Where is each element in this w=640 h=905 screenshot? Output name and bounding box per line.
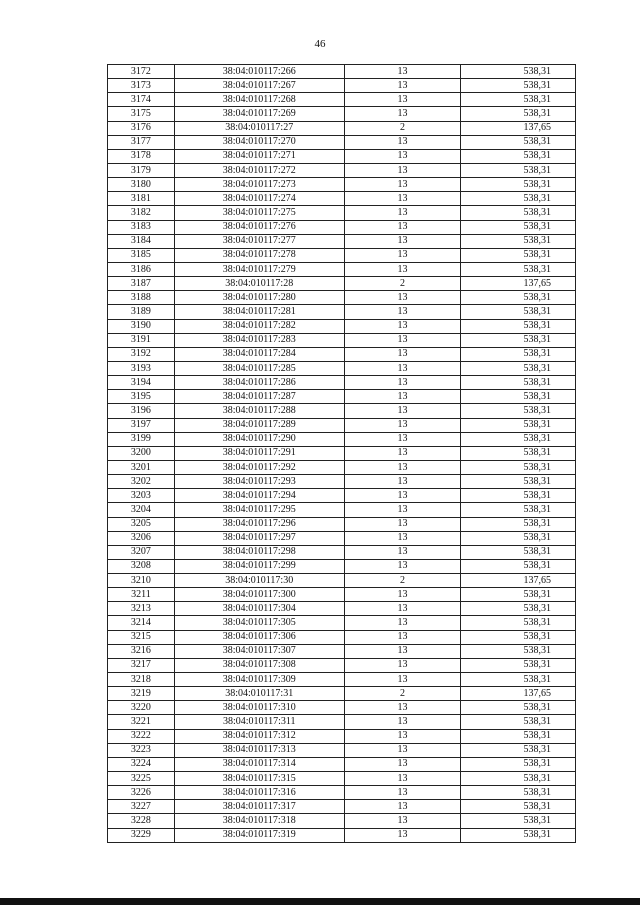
- cadastral-table: [107, 64, 576, 843]
- count-cell: 13: [344, 390, 461, 404]
- table-row: [108, 630, 576, 644]
- count-cell: 13: [344, 772, 461, 786]
- value-cell: 137,65: [461, 277, 576, 291]
- value-cell: 538,31: [461, 262, 576, 276]
- table-row: [108, 559, 576, 573]
- count-cell: 13: [344, 828, 461, 842]
- value-cell: 538,31: [461, 559, 576, 573]
- table-row: [108, 149, 576, 163]
- row-number-cell: 3173: [108, 79, 175, 93]
- row-number-cell: 3207: [108, 545, 175, 559]
- table-row: [108, 262, 576, 276]
- row-number-cell: 3172: [108, 65, 175, 79]
- value-cell: 538,31: [461, 178, 576, 192]
- cadastral-number-cell: 38:04:010117:28: [174, 277, 344, 291]
- row-number-cell: 3186: [108, 262, 175, 276]
- cadastral-number-cell: 38:04:010117:294: [174, 489, 344, 503]
- table-row: [108, 460, 576, 474]
- value-cell: 538,31: [461, 644, 576, 658]
- count-cell: 13: [344, 135, 461, 149]
- row-number-cell: 3196: [108, 404, 175, 418]
- count-cell: 13: [344, 79, 461, 93]
- row-number-cell: 3174: [108, 93, 175, 107]
- value-cell: 538,31: [461, 828, 576, 842]
- value-cell: 538,31: [461, 814, 576, 828]
- page-bottom-edge: [0, 898, 640, 905]
- table-row: [108, 729, 576, 743]
- table-row: [108, 277, 576, 291]
- table-row: [108, 701, 576, 715]
- cadastral-number-cell: 38:04:010117:283: [174, 333, 344, 347]
- row-number-cell: 3202: [108, 475, 175, 489]
- cadastral-number-cell: 38:04:010117:277: [174, 234, 344, 248]
- count-cell: 13: [344, 503, 461, 517]
- count-cell: 13: [344, 489, 461, 503]
- count-cell: 13: [344, 432, 461, 446]
- table-row: [108, 107, 576, 121]
- count-cell: 13: [344, 630, 461, 644]
- value-cell: 538,31: [461, 475, 576, 489]
- table-row: [108, 828, 576, 842]
- cadastral-number-cell: 38:04:010117:313: [174, 743, 344, 757]
- count-cell: 13: [344, 559, 461, 573]
- count-cell: 13: [344, 800, 461, 814]
- value-cell: 538,31: [461, 291, 576, 305]
- cadastral-number-cell: 38:04:010117:312: [174, 729, 344, 743]
- value-cell: 538,31: [461, 376, 576, 390]
- count-cell: 13: [344, 602, 461, 616]
- cadastral-number-cell: 38:04:010117:319: [174, 828, 344, 842]
- cadastral-number-cell: 38:04:010117:282: [174, 319, 344, 333]
- cadastral-number-cell: 38:04:010117:305: [174, 616, 344, 630]
- cadastral-number-cell: 38:04:010117:30: [174, 574, 344, 588]
- value-cell: 538,31: [461, 305, 576, 319]
- row-number-cell: 3224: [108, 757, 175, 771]
- count-cell: 13: [344, 178, 461, 192]
- row-number-cell: 3203: [108, 489, 175, 503]
- count-cell: 13: [344, 517, 461, 531]
- value-cell: 538,31: [461, 93, 576, 107]
- cadastral-number-cell: 38:04:010117:318: [174, 814, 344, 828]
- value-cell: 538,31: [461, 248, 576, 262]
- row-number-cell: 3219: [108, 687, 175, 701]
- value-cell: 538,31: [461, 319, 576, 333]
- count-cell: 13: [344, 658, 461, 672]
- cadastral-number-cell: 38:04:010117:307: [174, 644, 344, 658]
- value-cell: 538,31: [461, 786, 576, 800]
- row-number-cell: 3215: [108, 630, 175, 644]
- row-number-cell: 3220: [108, 701, 175, 715]
- row-number-cell: 3190: [108, 319, 175, 333]
- row-number-cell: 3191: [108, 333, 175, 347]
- value-cell: 538,31: [461, 79, 576, 93]
- count-cell: 13: [344, 743, 461, 757]
- value-cell: 137,65: [461, 687, 576, 701]
- value-cell: 538,31: [461, 220, 576, 234]
- row-number-cell: 3195: [108, 390, 175, 404]
- value-cell: 137,65: [461, 574, 576, 588]
- count-cell: 2: [344, 277, 461, 291]
- cadastral-number-cell: 38:04:010117:298: [174, 545, 344, 559]
- value-cell: 538,31: [461, 65, 576, 79]
- count-cell: 13: [344, 234, 461, 248]
- count-cell: 13: [344, 404, 461, 418]
- table-row: [108, 658, 576, 672]
- cadastral-number-cell: 38:04:010117:270: [174, 135, 344, 149]
- table-row: [108, 347, 576, 361]
- cadastral-number-cell: 38:04:010117:290: [174, 432, 344, 446]
- table-row: [108, 616, 576, 630]
- cadastral-number-cell: 38:04:010117:266: [174, 65, 344, 79]
- table-row: [108, 390, 576, 404]
- cadastral-number-cell: 38:04:010117:315: [174, 772, 344, 786]
- count-cell: 13: [344, 786, 461, 800]
- table-row: [108, 305, 576, 319]
- cadastral-number-cell: 38:04:010117:310: [174, 701, 344, 715]
- count-cell: 2: [344, 687, 461, 701]
- count-cell: 2: [344, 121, 461, 135]
- table-row: [108, 432, 576, 446]
- value-cell: 538,31: [461, 333, 576, 347]
- table-row: [108, 446, 576, 460]
- table-row: [108, 687, 576, 701]
- value-cell: 538,31: [461, 404, 576, 418]
- cadastral-number-cell: 38:04:010117:271: [174, 149, 344, 163]
- row-number-cell: 3201: [108, 460, 175, 474]
- table-row: [108, 93, 576, 107]
- row-number-cell: 3225: [108, 772, 175, 786]
- cadastral-number-cell: 38:04:010117:272: [174, 163, 344, 177]
- table-row: [108, 800, 576, 814]
- row-number-cell: 3208: [108, 559, 175, 573]
- cadastral-number-cell: 38:04:010117:296: [174, 517, 344, 531]
- value-cell: 538,31: [461, 206, 576, 220]
- cadastral-number-cell: 38:04:010117:278: [174, 248, 344, 262]
- count-cell: 13: [344, 65, 461, 79]
- cadastral-number-cell: 38:04:010117:276: [174, 220, 344, 234]
- row-number-cell: 3180: [108, 178, 175, 192]
- count-cell: 13: [344, 163, 461, 177]
- cadastral-number-cell: 38:04:010117:281: [174, 305, 344, 319]
- value-cell: 538,31: [461, 588, 576, 602]
- value-cell: 538,31: [461, 531, 576, 545]
- value-cell: 538,31: [461, 418, 576, 432]
- cadastral-number-cell: 38:04:010117:284: [174, 347, 344, 361]
- row-number-cell: 3205: [108, 517, 175, 531]
- row-number-cell: 3175: [108, 107, 175, 121]
- count-cell: 13: [344, 248, 461, 262]
- row-number-cell: 3197: [108, 418, 175, 432]
- row-number-cell: 3211: [108, 588, 175, 602]
- cadastral-number-cell: 38:04:010117:316: [174, 786, 344, 800]
- cadastral-number-cell: 38:04:010117:288: [174, 404, 344, 418]
- count-cell: 13: [344, 814, 461, 828]
- count-cell: 13: [344, 361, 461, 375]
- count-cell: 13: [344, 149, 461, 163]
- cadastral-number-cell: 38:04:010117:289: [174, 418, 344, 432]
- cadastral-number-cell: 38:04:010117:304: [174, 602, 344, 616]
- table-row: [108, 475, 576, 489]
- table-row: [108, 489, 576, 503]
- cadastral-number-cell: 38:04:010117:300: [174, 588, 344, 602]
- cadastral-number-cell: 38:04:010117:31: [174, 687, 344, 701]
- value-cell: 538,31: [461, 715, 576, 729]
- cadastral-number-cell: 38:04:010117:267: [174, 79, 344, 93]
- value-cell: 538,31: [461, 658, 576, 672]
- value-cell: 538,31: [461, 390, 576, 404]
- row-number-cell: 3178: [108, 149, 175, 163]
- cadastral-number-cell: 38:04:010117:286: [174, 376, 344, 390]
- table-row: [108, 192, 576, 206]
- row-number-cell: 3200: [108, 446, 175, 460]
- table-row: [108, 545, 576, 559]
- page-number: 46: [314, 38, 326, 50]
- cadastral-number-cell: 38:04:010117:287: [174, 390, 344, 404]
- cadastral-number-cell: 38:04:010117:309: [174, 673, 344, 687]
- value-cell: 137,65: [461, 121, 576, 135]
- cadastral-number-cell: 38:04:010117:269: [174, 107, 344, 121]
- table-row: [108, 79, 576, 93]
- count-cell: 13: [344, 701, 461, 715]
- table-row: [108, 404, 576, 418]
- table-row: [108, 234, 576, 248]
- value-cell: 538,31: [461, 192, 576, 206]
- count-cell: 13: [344, 673, 461, 687]
- value-cell: 538,31: [461, 517, 576, 531]
- count-cell: 13: [344, 220, 461, 234]
- count-cell: 13: [344, 333, 461, 347]
- count-cell: 13: [344, 729, 461, 743]
- table-row: [108, 135, 576, 149]
- table-row: [108, 743, 576, 757]
- row-number-cell: 3206: [108, 531, 175, 545]
- count-cell: 13: [344, 305, 461, 319]
- cadastral-number-cell: 38:04:010117:314: [174, 757, 344, 771]
- cadastral-number-cell: 38:04:010117:292: [174, 460, 344, 474]
- count-cell: 13: [344, 319, 461, 333]
- value-cell: 538,31: [461, 361, 576, 375]
- table-row: [108, 178, 576, 192]
- count-cell: 2: [344, 574, 461, 588]
- row-number-cell: 3217: [108, 658, 175, 672]
- cadastral-number-cell: 38:04:010117:317: [174, 800, 344, 814]
- count-cell: 13: [344, 475, 461, 489]
- cadastral-number-cell: 38:04:010117:273: [174, 178, 344, 192]
- row-number-cell: 3210: [108, 574, 175, 588]
- count-cell: 13: [344, 616, 461, 630]
- table-row: [108, 319, 576, 333]
- value-cell: 538,31: [461, 107, 576, 121]
- value-cell: 538,31: [461, 701, 576, 715]
- cadastral-number-cell: 38:04:010117:306: [174, 630, 344, 644]
- count-cell: 13: [344, 545, 461, 559]
- table-row: [108, 418, 576, 432]
- cadastral-number-cell: 38:04:010117:268: [174, 93, 344, 107]
- table-row: [108, 786, 576, 800]
- count-cell: 13: [344, 531, 461, 545]
- row-number-cell: 3222: [108, 729, 175, 743]
- table-row: [108, 65, 576, 79]
- count-cell: 13: [344, 206, 461, 220]
- value-cell: 538,31: [461, 757, 576, 771]
- row-number-cell: 3204: [108, 503, 175, 517]
- count-cell: 13: [344, 715, 461, 729]
- table-row: [108, 206, 576, 220]
- cadastral-number-cell: 38:04:010117:274: [174, 192, 344, 206]
- value-cell: 538,31: [461, 616, 576, 630]
- row-number-cell: 3183: [108, 220, 175, 234]
- count-cell: 13: [344, 418, 461, 432]
- table-row: [108, 531, 576, 545]
- row-number-cell: 3188: [108, 291, 175, 305]
- row-number-cell: 3227: [108, 800, 175, 814]
- cadastral-number-cell: 38:04:010117:280: [174, 291, 344, 305]
- row-number-cell: 3221: [108, 715, 175, 729]
- count-cell: 13: [344, 347, 461, 361]
- row-number-cell: 3187: [108, 277, 175, 291]
- count-cell: 13: [344, 93, 461, 107]
- row-number-cell: 3216: [108, 644, 175, 658]
- table-row: [108, 163, 576, 177]
- cadastral-number-cell: 38:04:010117:291: [174, 446, 344, 460]
- row-number-cell: 3218: [108, 673, 175, 687]
- table-row: [108, 333, 576, 347]
- cadastral-number-cell: 38:04:010117:299: [174, 559, 344, 573]
- cadastral-number-cell: 38:04:010117:285: [174, 361, 344, 375]
- row-number-cell: 3176: [108, 121, 175, 135]
- value-cell: 538,31: [461, 729, 576, 743]
- table-row: [108, 361, 576, 375]
- count-cell: 13: [344, 460, 461, 474]
- value-cell: 538,31: [461, 630, 576, 644]
- table-row: [108, 121, 576, 135]
- row-number-cell: 3192: [108, 347, 175, 361]
- cadastral-number-cell: 38:04:010117:27: [174, 121, 344, 135]
- value-cell: 538,31: [461, 503, 576, 517]
- table-row: [108, 644, 576, 658]
- table-row: [108, 291, 576, 305]
- table-row: [108, 757, 576, 771]
- count-cell: 13: [344, 588, 461, 602]
- row-number-cell: 3223: [108, 743, 175, 757]
- table-row: [108, 814, 576, 828]
- value-cell: 538,31: [461, 602, 576, 616]
- row-number-cell: 3226: [108, 786, 175, 800]
- row-number-cell: 3182: [108, 206, 175, 220]
- value-cell: 538,31: [461, 772, 576, 786]
- count-cell: 13: [344, 291, 461, 305]
- count-cell: 13: [344, 376, 461, 390]
- value-cell: 538,31: [461, 446, 576, 460]
- table-row: [108, 503, 576, 517]
- count-cell: 13: [344, 107, 461, 121]
- count-cell: 13: [344, 192, 461, 206]
- value-cell: 538,31: [461, 545, 576, 559]
- table-body: [108, 65, 576, 843]
- row-number-cell: 3214: [108, 616, 175, 630]
- cadastral-number-cell: 38:04:010117:293: [174, 475, 344, 489]
- count-cell: 13: [344, 757, 461, 771]
- row-number-cell: 3184: [108, 234, 175, 248]
- cadastral-number-cell: 38:04:010117:275: [174, 206, 344, 220]
- value-cell: 538,31: [461, 489, 576, 503]
- count-cell: 13: [344, 446, 461, 460]
- value-cell: 538,31: [461, 800, 576, 814]
- cadastral-number-cell: 38:04:010117:279: [174, 262, 344, 276]
- count-cell: 13: [344, 262, 461, 276]
- count-cell: 13: [344, 644, 461, 658]
- row-number-cell: 3181: [108, 192, 175, 206]
- value-cell: 538,31: [461, 743, 576, 757]
- row-number-cell: 3199: [108, 432, 175, 446]
- value-cell: 538,31: [461, 234, 576, 248]
- row-number-cell: 3228: [108, 814, 175, 828]
- row-number-cell: 3177: [108, 135, 175, 149]
- cadastral-number-cell: 38:04:010117:308: [174, 658, 344, 672]
- table-row: [108, 517, 576, 531]
- cadastral-number-cell: 38:04:010117:295: [174, 503, 344, 517]
- value-cell: 538,31: [461, 460, 576, 474]
- row-number-cell: 3213: [108, 602, 175, 616]
- value-cell: 538,31: [461, 149, 576, 163]
- table-row: [108, 715, 576, 729]
- table-row: [108, 248, 576, 262]
- table-row: [108, 673, 576, 687]
- row-number-cell: 3179: [108, 163, 175, 177]
- row-number-cell: 3189: [108, 305, 175, 319]
- value-cell: 538,31: [461, 432, 576, 446]
- table-row: [108, 588, 576, 602]
- value-cell: 538,31: [461, 163, 576, 177]
- table-row: [108, 574, 576, 588]
- cadastral-number-cell: 38:04:010117:297: [174, 531, 344, 545]
- value-cell: 538,31: [461, 347, 576, 361]
- row-number-cell: 3194: [108, 376, 175, 390]
- cadastral-number-cell: 38:04:010117:311: [174, 715, 344, 729]
- row-number-cell: 3229: [108, 828, 175, 842]
- table-row: [108, 376, 576, 390]
- value-cell: 538,31: [461, 135, 576, 149]
- row-number-cell: 3185: [108, 248, 175, 262]
- value-cell: 538,31: [461, 673, 576, 687]
- table-row: [108, 602, 576, 616]
- table-row: [108, 772, 576, 786]
- row-number-cell: 3193: [108, 361, 175, 375]
- table-row: [108, 220, 576, 234]
